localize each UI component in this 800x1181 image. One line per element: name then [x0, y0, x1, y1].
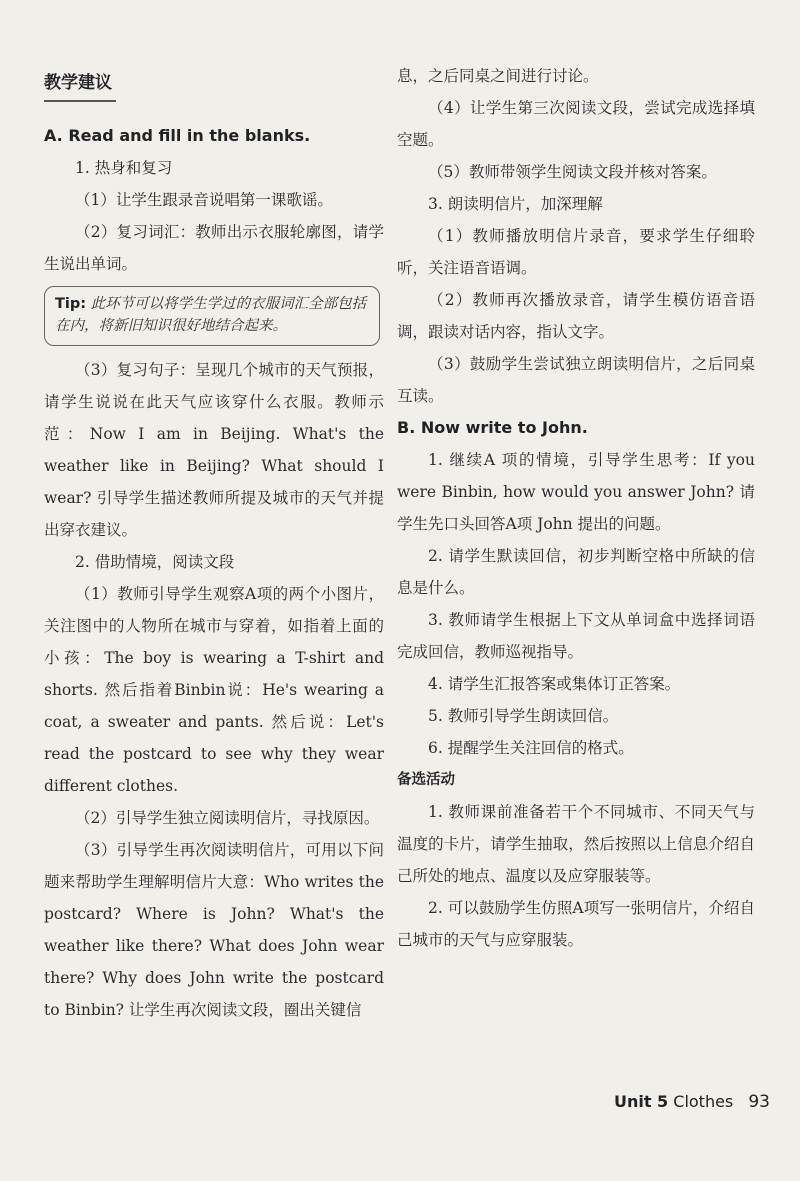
paragraph: （5）教师带领学生阅读文段并核对答案。	[428, 163, 717, 181]
paragraph: （2）教师再次播放录音，请学生模仿语音语调，跟读对话内容，指认文字。	[397, 291, 755, 341]
paragraph: （1）让学生跟录音说唱第一课歌谣。	[75, 191, 333, 209]
paragraph: （3）复习句子：呈现几个城市的天气预报，请学生说说在此天气应该穿什么衣服。教师示范：Now I am in Beijing. What's the weather like in Beijing? What should I wear? 引导学生描述教师所提及城市的天气并提出穿衣建议。	[44, 361, 384, 539]
paragraph: 3. 教师请学生根据上下文从单词盒中选择词语完成回信，教师巡视指导。	[397, 611, 755, 661]
tip-label: Tip:	[55, 296, 87, 312]
right-column	[397, 60, 755, 956]
paragraph: 2. 借助情境，阅读文段	[75, 553, 235, 571]
paragraph: 1. 热身和复习	[75, 159, 173, 177]
heading-alternative-activities: 备选活动	[397, 772, 455, 788]
paragraph: （3）引导学生再次阅读明信片，可用以下问题来帮助学生理解明信片大意：Who writes the postcard? Where is John? What's the weather like there? What does John wear there? Why does John write the postcard to Binbin? 让学生再次阅读文段，圈出关键信	[44, 841, 384, 1019]
paragraph: 1. 教师课前准备若干个不同城市、不同天气与温度的卡片，请学生抽取，然后按照以上信息介绍自己所处的地点、温度以及应穿服装等。	[397, 803, 755, 885]
page-footer	[614, 1092, 770, 1112]
paragraph: 2. 可以鼓励学生仿照A项写一张明信片，介绍自己城市的天气与应穿服装。	[397, 899, 755, 949]
paragraph: 息，之后同桌之间进行讨论。	[397, 67, 599, 85]
left-column	[44, 60, 384, 1026]
section-title: 教学建议	[44, 70, 116, 102]
paragraph: （2）复习词汇：教师出示衣服轮廓图，请学生说出单词。	[44, 223, 384, 273]
footer-unit: Unit 5	[613, 1092, 669, 1111]
paragraph: 1. 继续A 项的情境，引导学生思考：If you were Binbin, how would you answer John? 请学生先口头回答A项 John 提出的问题。	[397, 451, 755, 533]
page-number: 93	[748, 1092, 770, 1112]
paragraph: （1）教师引导学生观察A项的两个小图片，关注图中的人物所在城市与穿着，如指着上面的小孩：The boy is wearing a T-shirt and shorts. 然后指着Binbin说：He's wearing a coat, a sweater and pants. 然后说：Let's read the postcard to see why they wear different clothes.	[44, 585, 384, 795]
tip-text: 此环节可以将学生学过的衣服词汇全部包括在内，将新旧知识很好地结合起来。	[55, 296, 367, 334]
paragraph: 6. 提醒学生关注回信的格式。	[428, 739, 634, 757]
paragraph: （2）引导学生独立阅读明信片，寻找原因。	[75, 809, 380, 827]
paragraph: 3. 朗读明信片，加深理解	[428, 195, 603, 213]
heading-read-and-fill: A. Read and fill in the blanks.	[44, 126, 311, 145]
paragraph: （4）让学生第三次阅读文段，尝试完成选择填空题。	[397, 99, 755, 149]
paragraph: 2. 请学生默读回信，初步判断空格中所缺的信息是什么。	[397, 547, 755, 597]
heading-write-to-john: B. Now write to John.	[397, 418, 588, 437]
paragraph: （3）鼓励学生尝试独立朗读明信片，之后同桌互读。	[397, 355, 755, 405]
paragraph: （1）教师播放明信片录音，要求学生仔细聆听，关注语音语调。	[397, 227, 755, 277]
paragraph: 5. 教师引导学生朗读回信。	[428, 707, 619, 725]
paragraph: 4. 请学生汇报答案或集体订正答案。	[428, 675, 681, 693]
footer-topic: Clothes	[673, 1092, 734, 1111]
tip-box	[44, 286, 380, 346]
